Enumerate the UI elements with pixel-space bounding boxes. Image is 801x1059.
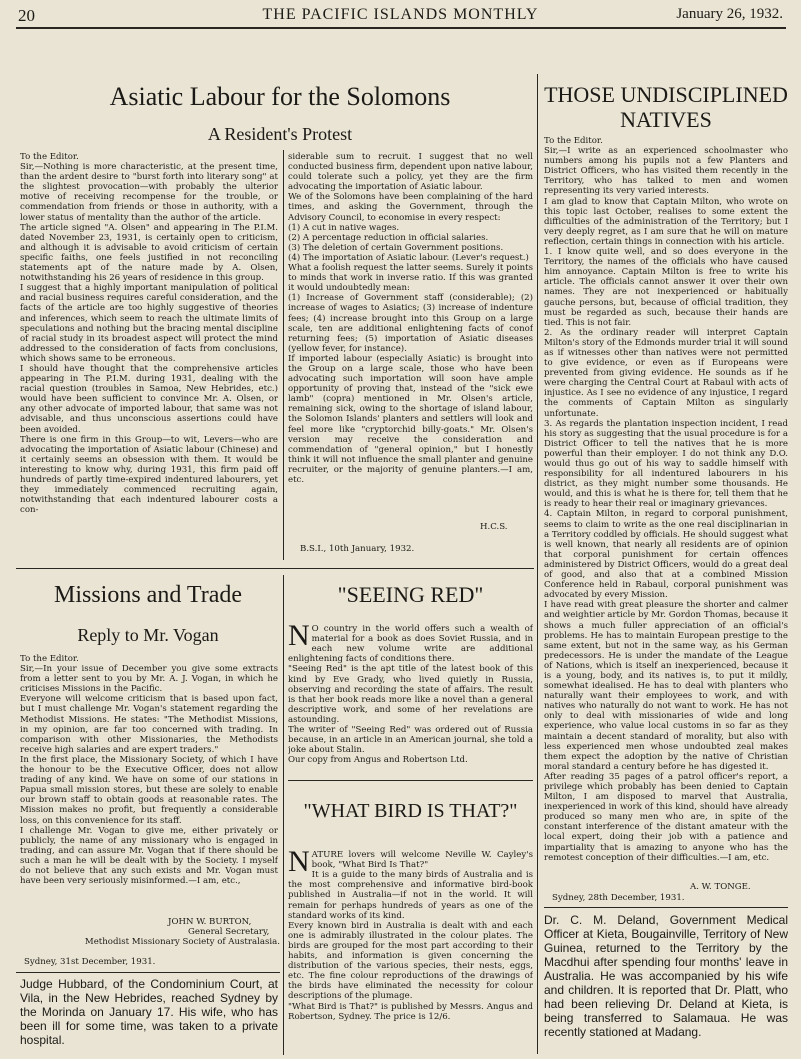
what-bird-text: ATURE lovers will welcome Neville W. Cayley's book, "What Bird Is That?" It is a guide to the many birds of Australia and is the most comprehensive and informative bird-book published in Australia—if not in the world. It will remain for perhaps hundreds of years as one of the standard works of its kind. Every known bird in Australia is dealt with and each one is admirably illustrated in the colour plates. The birds are grouped for the most part according to their habits, and information is given concerning the distribution of the various species, their nests, eggs, etc. The fine colour reproductions of the drawings of the birds have eliminated the necessity for colour descriptions of the plumage. "What Bird is That?" is published by Messrs. Angus and Robertson, Sydney. The price is 12/6. xyxy=(288,850,533,1022)
signature-initials: H.C.S. xyxy=(480,522,508,532)
dateline: Sydney, 31st December, 1931. xyxy=(24,957,156,967)
news-hubbard: Judge Hubbard, of the Condominium Court, at Vila, in the New Hebrides, reached Sydney by the Morinda on January 17. His wife, who has been ill for some time, was taken to a private hospital. xyxy=(20,977,278,1047)
subheadline-missions: Reply to Mr. Vogan xyxy=(77,625,219,645)
page-number: 20 xyxy=(18,6,35,25)
dateline: B.S.I., 10th January, 1932. xyxy=(300,544,415,554)
signature-role: General Secretary, xyxy=(188,927,270,937)
dateline: Sydney, 28th December, 1931. xyxy=(552,893,685,903)
column-divider xyxy=(283,150,284,560)
news-deland: Dr. C. M. Deland, Government Medical Officer at Kieta, Bougainville, Territory of New Guinea, returned to the Territory by the Macdhui after spending four months' leave in Australia. He was accompanied by his wife and children. It is reported that Dr. Platt, who had been relieving Dr. Deland at Kieta, is being transferred to Salamaua. He was recently stationed at Madang. xyxy=(544,913,788,1039)
issue-date: January 26, 1932. xyxy=(676,6,783,22)
section-rule xyxy=(16,972,280,973)
headline-undisciplined: THOSE UNDISCIPLINED NATIVES xyxy=(544,82,788,132)
column-divider xyxy=(283,575,284,1055)
article-body-undisciplined: To the Editor. Sir,—I write as an experienced schoolmaster who numbers among his pupils not a few Planters and District Officers, who has visited them recently in the Territory, who has talked to men and women representing its very varied interests. I am glad to know that Captain Milton, who wrote on this topic last October, realises to some extent the difficulties of the administration of the Territory; but I very deeply regret, as I am sure that he will on mature reflection, certain things in connection with his article. 1. I know quite well, and so does everyone in the Territory, the names of the officials who have caused him annoyance. Captain Milton is free to write his article. The officials cannot answer it over their own names. They are not inexperienced or habitually gauche persons, but, because of official tradition, they must be regarded as such, because their hands are tied. This is not fair. 2. As the ordinary reader will interpret Captain Milton's story of the Edmonds murder trial it will sound as if witnesses other than natives were not permitted to give evidence, or even as if Europeans were prevented from giving evidence. He sounds as if he were charging the Central Court at Rabaul with acts of injustice. As I see no evidence of any injustice, I regard the comments of Captain Milton as singularly unfortunate. 3. As regards the plantation inspection incident, I read his story as suggesting that the usual procedure is for a District Officer to tell the natives that he is more powerful than their employer. I do not think any D.O. would thus go out of his way to saddle himself with responsibility for all indentured labourers in his district, as they might number some thousands. He would, and this is what he is there for, tell them that he is ready to hear their real or imaginary grievances. 4. Captain Milton, in regard to corporal punishment, seems to claim to write as the one real disciplinarian in a Territory coddled by officials. He should suggest what is well known, that nearly all residents are of opinion that corporal punishment for certain offences administered by District Officers, would do a great deal of good, and also that at a combined Mission Conference held in Rabaul, corporal punishment was advocated by every Mission. I have read with great pleasure the shorter and calmer and weightier article by Mr. Gordon Thomas, because it shows a much fuller appreciation of an official's problems. He has to maintain European prestige to the same extent, but not in the same way, as his German predecessors. He is under the mandate of the League of Nations, which is itself an inexperienced, because it is a young, body, and its natives is, to put it mildly, somewhat idealised. He has to deal with planters who naturally want their employees to work, and with natives who naturally do not want to work. He has not only to deal with missionaries of wide and long experience, who value local customs in so far as they maintain a decent standard of morality, but also with less experienced men whose undoubted zeal makes them expect the adoption by the native of Christian moral standard a century before he has digested it. After reading 35 pages of a patrol officer's report, a privilege which probably has been denied to Captain Milton, I am disposed to marvel that Australia, inexperienced in work of this kind, should have already produced so many men who are, in spite of the constant interference of the distant amateur with the local expert, doing their job with a patience and impartiality that is amazing to anyone who has the remotest conception of their difficulties.—I am, etc. xyxy=(544,136,788,863)
section-rule xyxy=(16,568,534,569)
seeing-red-text: O country in the world offers such a wealth of material for a book as does Soviet Russia, and in each new volume write are additional enlightening facts of conditions there. "Seeing Red" is the apt title of the latest book of this kind by Eve Grady, who lived quietly in Russia, observing and recording the state of affairs. The result is that her book reads more like a novel than a general descriptive work, and some of her revelations are astounding. The writer of "Seeing Red" was ordered out of Russia because, in an article in an American journal, she told a joke about Stalin. Our copy from Angus and Robertson Ltd. xyxy=(288,624,533,766)
headline-asiatic: Asiatic Labour for the Solomons xyxy=(109,82,451,111)
drop-cap: N xyxy=(288,845,310,879)
subheadline-asiatic: A Resident's Protest xyxy=(207,124,353,144)
signature-name: A. W. TONGE. xyxy=(690,882,751,892)
section-rule xyxy=(288,780,533,781)
column-divider xyxy=(537,74,538,1054)
article-body-missions: To the Editor. Sir,—In your issue of December you give some extracts from a letter sent to you by Mr. A. J. Vogan, in which he criticises Missions in the Pacific. Everyone will welcome criticism that is based upon fact, but I must challenge Mr. Vogan's statement regarding the Methodist Missions. He states: "The Methodist Missions, in my opinion, are far too concerned with trading. In comparison with other Missionaries, the Methodists receive high salaries and are expert traders." In the first place, the Missionary Society, of which I have the honour to be the Executive Officer, does not allow trading of any kind. We have on some of our stations in Papua small mission stores, but these are solely to enable our brown staff to obtain goods at reasonable rates. The Mission makes no profit, but frequently a considerable loss, on this convenience for its staff. I challenge Mr. Vogan to give me, either privately or publicly, the name of any missionary who is engaged in trading, and can assure Mr. Vogan that if there should be such a man he will be dealt with by the Society. I myself do not believe that any such exists and Mr. Vogan must have been very seriously misinformed.—I am, etc., xyxy=(20,654,278,887)
headline-seeing-red: "SEEING RED" xyxy=(337,582,484,607)
article-body-what-bird xyxy=(288,840,533,1055)
article-body-seeing-red xyxy=(288,614,533,776)
headline-missions: Missions and Trade xyxy=(53,582,243,608)
drop-cap: N xyxy=(288,619,310,653)
article-body-asiatic-col1: To the Editor. Sir,—Nothing is more characteristic, at the present time, than the ardent desire to "burst forth into literary song" at the slightest provocation—with probably the ulterior motive of receiving recompense for the trouble, or commendation from friends or those in authority, with a lower status of mentality than the author of the article. The article signed "A. Olsen" and appearing in The P.I.M. dated November 23, 1931, is certainly open to criticism, and although it is advisable to avoid criticism of certain specific faiths, one feels justified in not reconciling statements apt of the nature made by A. Olsen, notwithstanding his 26 years of residence in this group. I suggest that a highly important manipulation of political and racial business requires careful consideration, and the facts of the article are too highly suggestive of theories and inferences, which seem to reach the ultimate limits of speculations and nothing but the bracing mental discipline of racial study in its broadest aspect will protect the mind addressed to the consideration of facts from conclusions, which shows same to be erroneous. I should have thought that the comprehensive articles appearing in The P.I.M. during 1931, dealing with the racial question (troubles in Samoa, New Hebrides, etc.) would have been sufficient to convince Mr. A. Olsen, or any other advocate of imported labour, that same was not advisable, and thus unconscious assertions could have been avoided. There is one firm in this Group—to wit, Levers—who are advocating the importation of Asiatic labour (Chinese) and it certainly seems an obsession with them. It would be interesting to know why, during 1931, this firm paid off hundreds of partly time-expired indentured labourers, yet they immediately commenced recruiting again, notwithstanding that each indentured labourer costs a con- xyxy=(20,152,278,516)
header-rule xyxy=(16,27,786,29)
article-body-asiatic-col2: siderable sum to recruit. I suggest that no well conducted business firm, dependent upon native labour, could tolerate such a policy, yet they are the firm advocating the importation of Asiatic labour. We of the Solomons have been complaining of the hard times, and asking the Government, through the Advisory Council, to economise in every respect: (1) A cut in native wages. (2) A percentage reduction in official salaries. (3) The deletion of certain Government positions. (4) The importation of Asiatic labour. (Lever's request.) What a foolish request the latter seems. Surely it points to minds that work in inverse ratio. If this was granted it would undoubtedly mean: (1) Increase of Government staff (considerable); (2) increase of wages to Asiatics; (3) increase of indenture fees; (4) increase brought into this Group on a large scale, ten are additional enlightening facts of conof returning fees; (5) importation of Asiatic diseases (yellow fever, for instance). If imported labour (especially Asiatic) is brought into the Group on a large scale, those who have been advocating such importation will soon have ample opportunity of proving that, instead of the "sick ewe lamb" (copra) mentioned in Mr. Olsen's article, remaining sick, owing to the shortage of island labour, the Solomon Islands' planters and settlers will look and feel more like "cryptorchid billy-goats." Mr. Olsen's version may receive the consideration and commendation of "general opinion," but I honestly think it will not influence the small planter and genuine recruiter, or the majority of genuine planters.—I am, etc. xyxy=(288,152,533,485)
section-rule xyxy=(544,907,788,908)
publication-title: THE PACIFIC ISLANDS MONTHLY xyxy=(262,6,539,23)
signature-name: JOHN W. BURTON, xyxy=(168,917,252,927)
headline-what-bird: "WHAT BIRD IS THAT?" xyxy=(303,800,518,822)
signature-org: Methodist Missionary Society of Australasia. xyxy=(84,937,280,947)
